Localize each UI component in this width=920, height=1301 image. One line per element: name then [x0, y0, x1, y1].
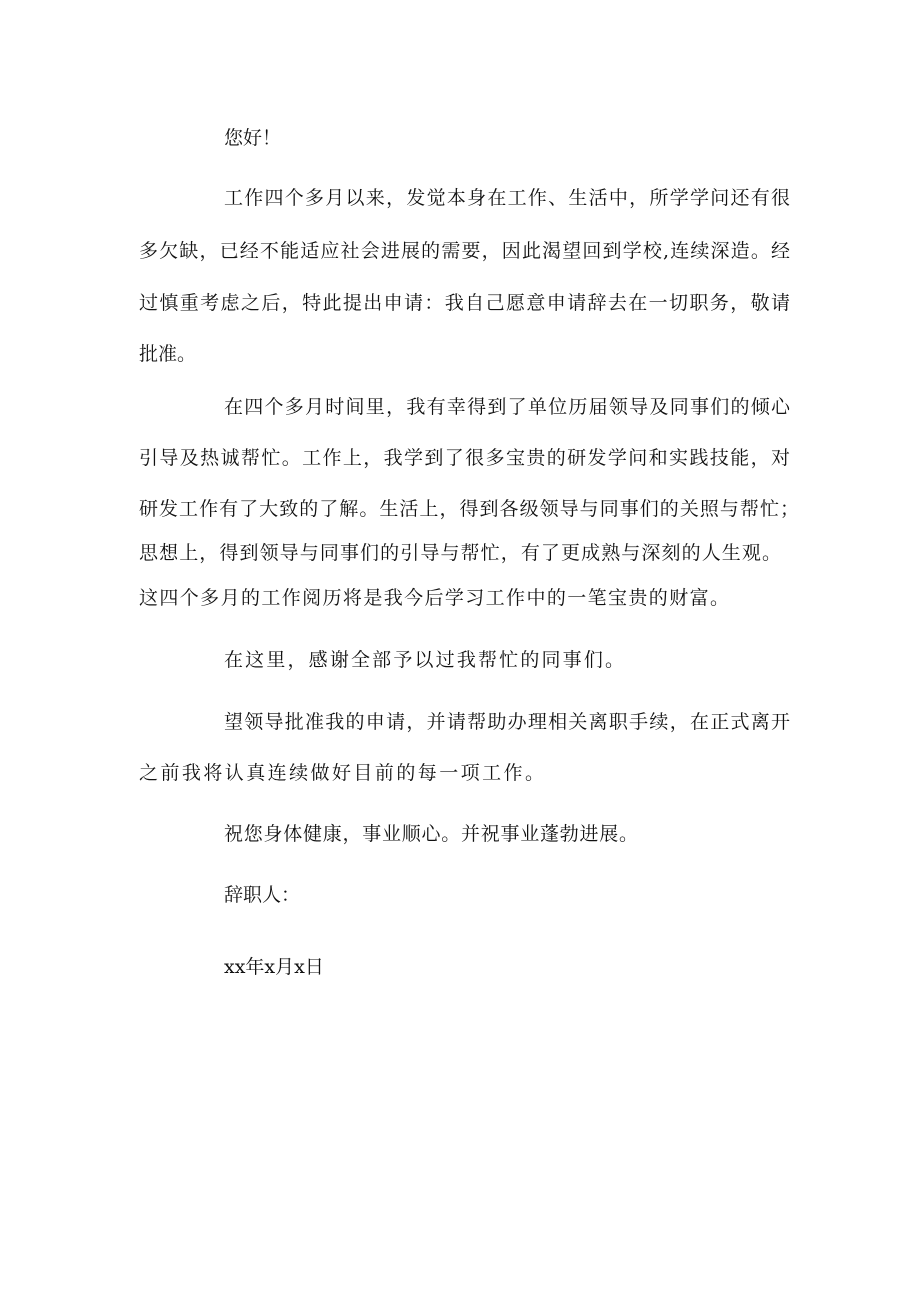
paragraph-2-line-5: 这四个多月的工作阅历将是我今后学习工作中的一笔宝贵的财富。	[139, 587, 729, 609]
paragraph-2-line-3: 研发工作有了大致的了解。生活上，得到各级领导与同事们的关照与帮忙；	[139, 498, 799, 520]
paragraph-3: 在这里，感谢全部予以过我帮忙的同事们。	[224, 649, 624, 671]
date: xx年x月x日	[224, 956, 324, 978]
paragraph-4-line-2: 之前我将认真连续做好目前的每一项工作。	[139, 762, 544, 784]
paragraph-4-line-1: 望领导批准我的申请，并请帮助办理相关离职手续，在正式离开	[224, 711, 790, 733]
paragraph-1-line-4: 批准。	[139, 343, 197, 365]
paragraph-1-line-3: 过慎重考虑之后，特此提出申请：我自己愿意申请辞去在一切职务，敬请	[139, 292, 790, 314]
signature-label: 辞职人：	[224, 884, 301, 906]
paragraph-2-line-2: 引导及热诚帮忙。工作上，我学到了很多宝贵的研发学问和实践技能，对	[139, 447, 790, 469]
paragraph-1-line-1: 工作四个多月以来，发觉本身在工作、生活中，所学学问还有很	[224, 187, 790, 209]
greeting: 您好！	[224, 127, 282, 149]
paragraph-2-line-1: 在四个多月时间里，我有幸得到了单位历届领导及同事们的倾心	[224, 396, 790, 418]
paragraph-1-line-2: 多欠缺，已经不能适应社会进展的需要，因此渴望回到学校,连续深造。经	[139, 240, 790, 262]
paragraph-2-line-4: 思想上，得到领导与同事们的引导与帮忙，有了更成熟与深刻的人生观。	[139, 542, 781, 564]
closing-wishes: 祝您身体健康，事业顺心。并祝事业蓬勃进展。	[224, 823, 638, 845]
